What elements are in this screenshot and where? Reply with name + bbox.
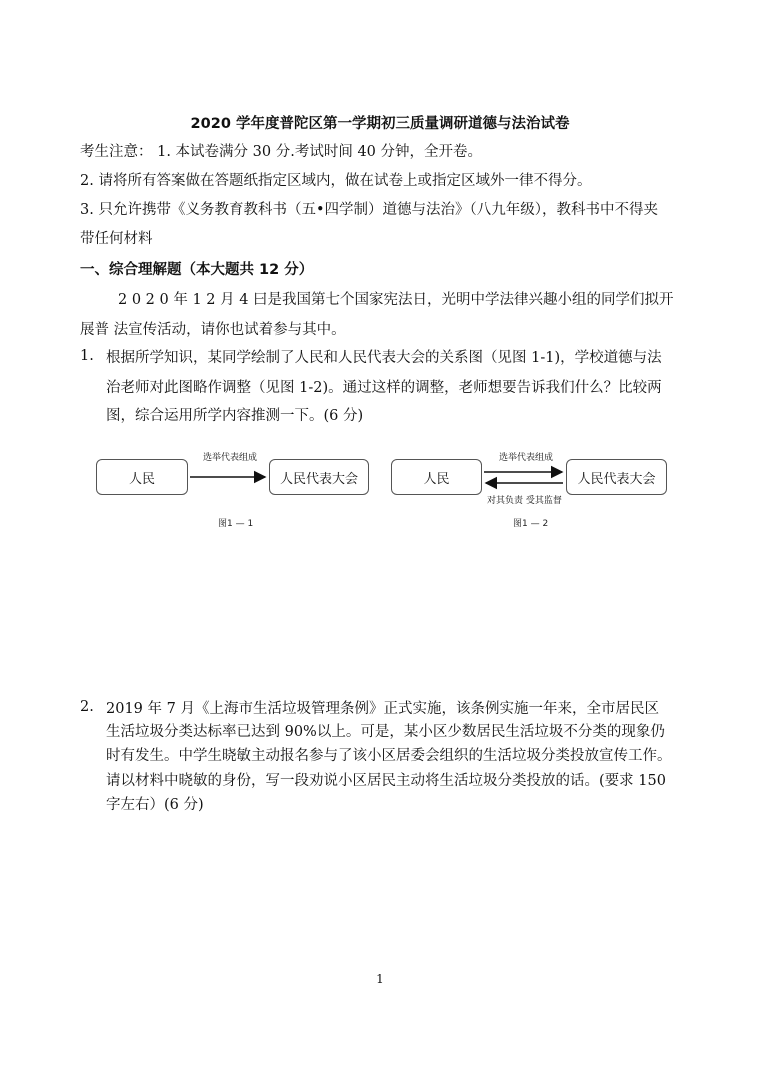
page-title: 2020 学年度普陀区第一学期初三质量调研道德与法治试卷 <box>190 116 570 132</box>
question-1-line-1: 根据所学知识，某同学绘制了人民和人民代表大会的关系图（见图 1-1)，学校道德与法 <box>106 350 662 366</box>
question-1-number: 1. <box>80 348 94 364</box>
question-1-line-2: 治老师对此图略作调整（见图 1-2)。通过这样的调整，老师想要告诉我们什么？比较两 <box>106 380 662 396</box>
notice-line-1: 考生注意： 1. 本试卷满分 30 分.考试时间 40 分钟，全开卷。 <box>80 144 482 160</box>
figure-caption: 图1 — 1 <box>218 519 254 529</box>
intro-line-1: 2 0 2 0 年 1 2 月 4 曰是我国第七个国家宪法日，光明中学法律兴趣小组的同学们拟开 <box>118 292 674 308</box>
people-box: 人民 <box>96 459 188 495</box>
section-title: 一、综合理解题（本大题共 12 分） <box>80 262 314 278</box>
question-2-line-4: 请以材料中晓敏的身份，写一段劝说小区居民主动将生活垃圾分类投放的话。(要求 150 <box>106 773 666 789</box>
page-number: 1 <box>376 972 384 986</box>
notice-line-2: 2. 请将所有答案做在答题纸指定区域内，做在试卷上或指定区域外一律不得分。 <box>80 173 592 189</box>
top-arrow-label: 选举代表组成 <box>499 453 554 463</box>
people-box-2: 人民 <box>391 459 482 495</box>
npc-box-2: 人民代表大会 <box>566 459 667 495</box>
arrow-label: 选举代表组成 <box>203 453 258 463</box>
bottom-arrow-label: 对其负责 受其监督 <box>487 496 562 506</box>
question-2-line-2: 生活垃圾分类达标率已达到 90%以上。可是，某小区少数居民生活垃圾不分类的现象仍 <box>106 724 665 740</box>
question-2-line-5: 字左右）(6 分) <box>106 797 204 813</box>
notice-line-4: 带任何材料 <box>80 231 153 247</box>
question-1-line-3: 图，综合运用所学内容推测一下。(6 分) <box>106 408 364 424</box>
question-2-line-3: 时有发生。中学生晓敏主动报名参与了该小区居委会组织的生活垃圾分类投放宣传工作。 <box>106 748 672 764</box>
npc-box: 人民代表大会 <box>269 459 369 495</box>
figure-caption-2: 图1 — 2 <box>513 519 549 529</box>
question-2-number: 2. <box>80 699 94 715</box>
question-2-line-1: 2019 年 7 月《上海市生活垃圾管理条例》正式实施，该条例实施一年来，全市居民区 <box>106 701 659 717</box>
intro-line-2: 展普 法宣传活动，请你也试着参与其中。 <box>80 322 346 338</box>
notice-line-3: 3. 只允许携带《义务教育教科书（五•四学制）道德与法治》（八九年级），教科书中不得夹 <box>80 202 658 218</box>
